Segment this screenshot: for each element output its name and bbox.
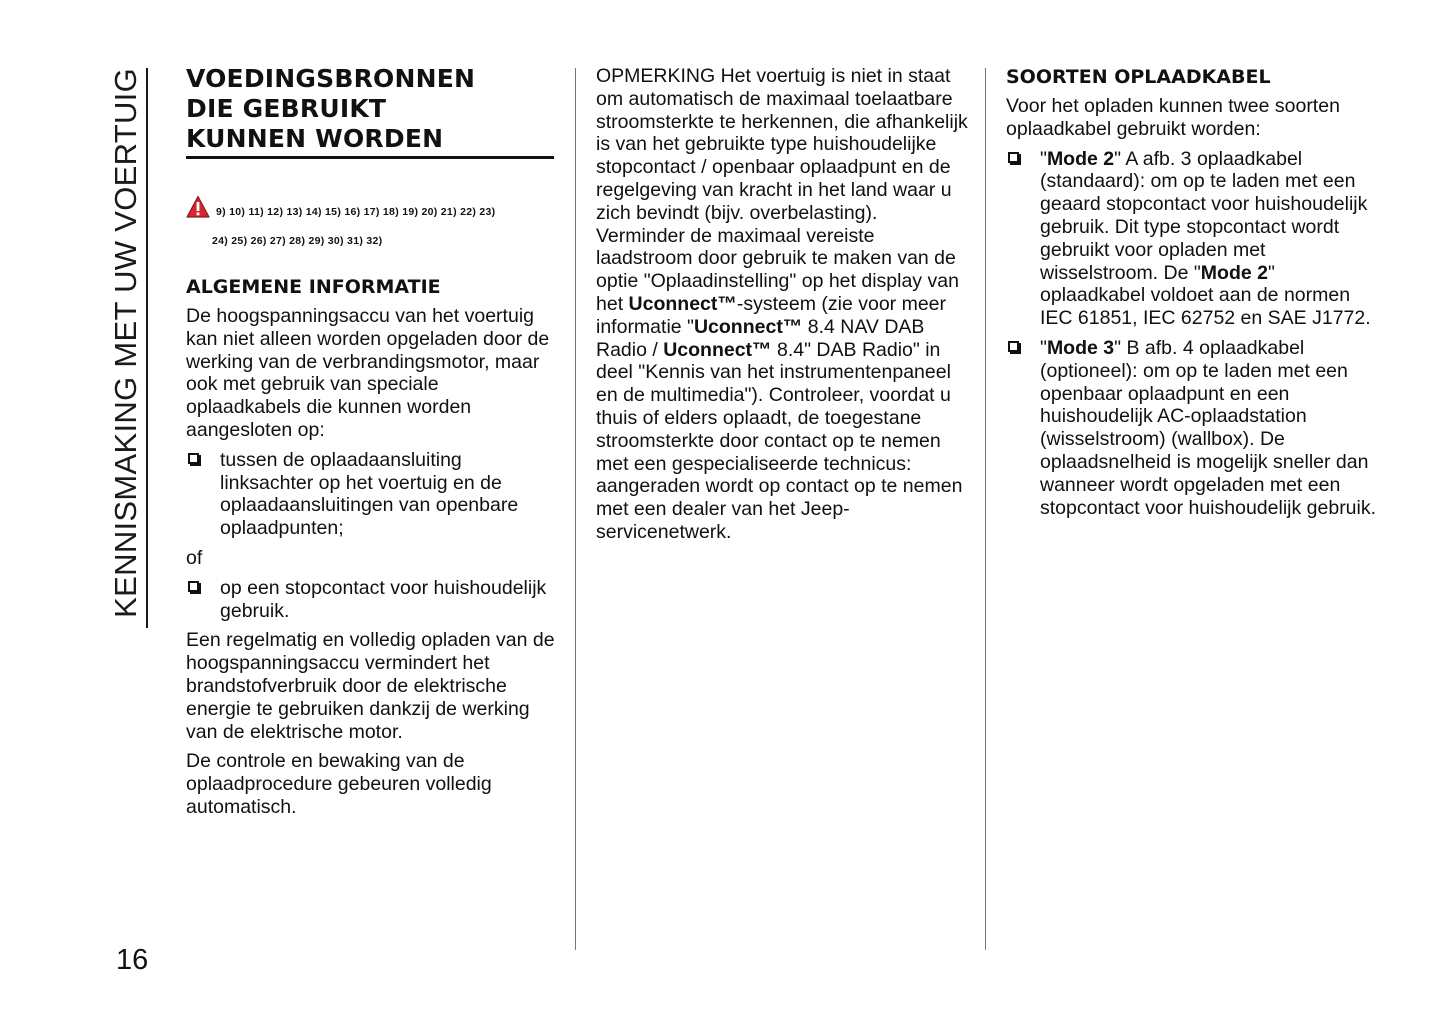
side-title-wrap xyxy=(104,68,148,628)
brand-name: Uconnect™ xyxy=(693,315,803,338)
column-divider-1 xyxy=(575,68,576,950)
section-heading-power-sources xyxy=(186,64,554,159)
heading-line: VOEDINGSBRONNEN xyxy=(186,64,476,93)
note-paragraph xyxy=(596,65,968,544)
subheading-cable-types: SOORTEN OPLAADKABEL xyxy=(1006,66,1271,88)
list-item-text: " A afb. 3 oplaadkabel (standaard): om op te laden met een geaard stopcontact voor huishoudelijk gebruik. Dit type stopcontact wordt gebruikt voor opladen met wisselstroom. De " xyxy=(1040,147,1368,284)
list-item xyxy=(1006,148,1378,330)
warning-refs-line: 9) 10) 11) 12) 13) 14) 15) 16) 17) 18) 19) 20) 21) 22) 23) xyxy=(216,206,496,218)
warning-triangle-icon xyxy=(186,195,210,219)
side-chapter-title: KENNISMAKING MET UW VOERTUIG xyxy=(108,68,143,618)
warning-refs-line: 24) 25) 26) 27) 28) 29) 30) 31) 32) xyxy=(212,235,383,247)
heading-line: KUNNEN WORDEN xyxy=(186,124,444,153)
column-1 xyxy=(186,64,558,826)
note-text: 8.4" DAB Radio" in deel "Kennis van het instrumentenpaneel en de multimedia"). Controleer, voordat u thuis of elders oplaadt, de toegestane stroomsterkte door contact op te nemen met een gespecialiseerde technicus: aangeraden wordt op contact op te nemen met een dealer van het Jeep-servicenetwerk. xyxy=(596,338,963,543)
column-3 xyxy=(1006,65,1378,526)
heading-line: DIE GEBRUIKT xyxy=(186,94,387,123)
checkbox-square-icon xyxy=(188,581,199,592)
side-title-rule xyxy=(146,68,148,628)
mode-label: Mode 3 xyxy=(1046,336,1115,359)
intro-paragraph: De hoogspanningsaccu van het voertuig kan niet alleen worden opgeladen door de werking van de verbrandingsmotor, maar ook met gebruik van speciale oplaadkabels die kunnen worden aangesloten op: xyxy=(186,305,550,441)
paragraph: De controle en bewaking van de oplaadprocedure gebeuren volledig automatisch. xyxy=(186,750,492,818)
warning-references xyxy=(186,195,558,255)
connector-text: of xyxy=(186,546,203,569)
list-item-text: " xyxy=(1040,147,1047,170)
column-2 xyxy=(596,65,968,551)
list-item-text: " B afb. 4 oplaadkabel (optioneel): om op te laden met een openbaar oplaadpunt en een huishoudelijk AC-oplaadstation (wisselstroom) (wallbox). De oplaadsnelheid is mogelijk sneller dan wanneer wordt opgeladen met een stopcontact voor huishoudelijk gebruik. xyxy=(1040,336,1377,519)
checkbox-square-icon xyxy=(1008,341,1019,352)
paragraph: Een regelmatig en volledig opladen van de hoogspanningsaccu vermindert het brandstofverbruik door de elektrische energie te gebruiken dankzij de werking van de elektrische motor. xyxy=(186,629,555,743)
brand-name: Uconnect™ xyxy=(663,338,772,361)
checkbox-square-icon xyxy=(1008,152,1019,163)
list-item-text: op een stopcontact voor huishoudelijk gebruik. xyxy=(220,576,547,622)
list-item xyxy=(1006,337,1378,519)
subheading-general-info: ALGEMENE INFORMATIE xyxy=(186,276,441,298)
list-item-text: " oplaadkabel voldoet aan de normen IEC 61851, IEC 62752 en SAE J1772. xyxy=(1040,261,1371,330)
list-item-text: " xyxy=(1040,336,1047,359)
list-item xyxy=(186,577,558,623)
mode-label: Mode 2 xyxy=(1200,261,1268,284)
note-text: OPMERKING Het voertuig is niet in staat om automatisch de maximaal toelaatbare stroomsterkte te herkennen, die afhankelijk is van het gebruikte type huishoudelijke stopcontact / openbaar oplaadpunt en de regelgeving van kracht in het land waar u zich bevindt (bijv. overbelasting). Verminder de maximaal vereiste laadstroom door gebruik te maken van de optie "Oplaadinstelling" op het display van het xyxy=(596,65,968,315)
intro-paragraph: Voor het opladen kunnen twee soorten oplaadkabel gebruikt worden: xyxy=(1006,95,1340,140)
list-item-text: tussen de oplaadaansluiting linksachter op het voertuig en de oplaadaansluitingen van openbare oplaadpunten; xyxy=(220,448,519,540)
checkbox-square-icon xyxy=(188,453,199,464)
brand-name: Uconnect™ xyxy=(628,292,737,315)
note-text: 8.4 NAV DAB Radio / xyxy=(596,315,925,361)
column-divider-2 xyxy=(985,68,986,950)
list-item xyxy=(186,449,558,540)
page-number: 16 xyxy=(116,944,149,976)
mode-label: Mode 2 xyxy=(1046,147,1115,170)
note-text: -systeem (zie voor meer informatie " xyxy=(596,292,947,338)
